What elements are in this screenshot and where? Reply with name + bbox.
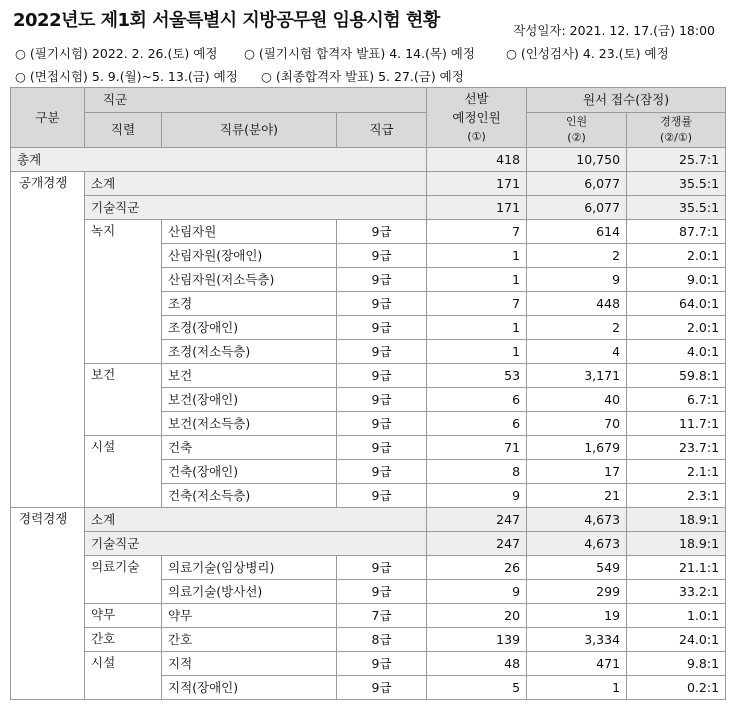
ratio-cell: 2.3:1 bbox=[627, 484, 726, 508]
subtotal-row bbox=[11, 508, 726, 532]
applicants-cell: 3,171 bbox=[527, 364, 627, 388]
ratio-cell: 33.2:1 bbox=[627, 580, 726, 604]
detail-row bbox=[11, 556, 726, 580]
grade-cell: 9급 bbox=[337, 412, 427, 436]
job-series-cell: 보건 bbox=[85, 364, 162, 436]
detail-row bbox=[11, 436, 726, 460]
ratio-cell: 21.1:1 bbox=[627, 556, 726, 580]
planned-cell: 48 bbox=[427, 652, 527, 676]
planned-cell: 53 bbox=[427, 364, 527, 388]
job-kind-cell: 약무 bbox=[162, 604, 337, 628]
ratio-cell: 87.7:1 bbox=[627, 220, 726, 244]
applicants-cell: 2 bbox=[527, 316, 627, 340]
tech-group-row bbox=[11, 196, 726, 220]
grade-cell: 9급 bbox=[337, 244, 427, 268]
planned-cell: 139 bbox=[427, 628, 527, 652]
applicants-cell: 299 bbox=[527, 580, 627, 604]
ratio-cell: 18.9:1 bbox=[627, 532, 726, 556]
applicants-cell: 6,077 bbox=[527, 196, 627, 220]
header-planned-line1: 선발 bbox=[464, 91, 489, 106]
ratio-cell: 9.8:1 bbox=[627, 652, 726, 676]
schedule-personality-test: ○ (인성검사) 4. 23.(토) 예정 bbox=[506, 46, 669, 61]
applicants-cell: 3,334 bbox=[527, 628, 627, 652]
applicants-cell: 10,750 bbox=[527, 148, 627, 172]
detail-row bbox=[11, 604, 726, 628]
header-planned-line2: 예정인원 bbox=[452, 110, 501, 125]
planned-cell: 71 bbox=[427, 436, 527, 460]
grade-cell: 9급 bbox=[337, 652, 427, 676]
planned-cell: 9 bbox=[427, 484, 527, 508]
header-applicants-label: 인원 bbox=[565, 115, 588, 128]
ratio-cell: 2.1:1 bbox=[627, 460, 726, 484]
ratio-cell: 25.7:1 bbox=[627, 148, 726, 172]
job-kind-cell: 건축(저소득층) bbox=[162, 484, 337, 508]
applicants-cell: 21 bbox=[527, 484, 627, 508]
grade-cell: 9급 bbox=[337, 556, 427, 580]
job-kind-cell: 의료기술(임상병리) bbox=[162, 556, 337, 580]
job-kind-cell: 건축 bbox=[162, 436, 337, 460]
grade-cell: 7급 bbox=[337, 604, 427, 628]
header-category: 구분 bbox=[11, 88, 85, 148]
subtotal-label: 소계 bbox=[85, 508, 427, 532]
job-kind-cell: 지적 bbox=[162, 652, 337, 676]
planned-cell: 1 bbox=[427, 340, 527, 364]
grade-cell: 9급 bbox=[337, 268, 427, 292]
header-planned bbox=[427, 88, 527, 148]
schedule-written-exam: ○ (필기시험) 2022. 2. 26.(토) 예정 bbox=[15, 46, 218, 61]
ratio-cell: 1.0:1 bbox=[627, 604, 726, 628]
grade-cell: 9급 bbox=[337, 484, 427, 508]
job-series-cell: 약무 bbox=[85, 604, 162, 628]
job-kind-cell: 의료기술(방사선) bbox=[162, 580, 337, 604]
detail-row bbox=[11, 628, 726, 652]
job-series-cell: 시설 bbox=[85, 652, 162, 700]
applicants-cell: 614 bbox=[527, 220, 627, 244]
tech-group-row bbox=[11, 532, 726, 556]
job-group-label: 기술직군 bbox=[85, 196, 427, 220]
ratio-cell: 23.7:1 bbox=[627, 436, 726, 460]
planned-cell: 9 bbox=[427, 580, 527, 604]
header-ratio-ref: (②/①) bbox=[660, 131, 693, 144]
category-cell: 경력경쟁 bbox=[11, 508, 85, 700]
header-job-series: 직렬 bbox=[85, 113, 162, 148]
applicants-cell: 17 bbox=[527, 460, 627, 484]
header-job-kind: 직류(분야) bbox=[162, 113, 337, 148]
grade-cell: 9급 bbox=[337, 340, 427, 364]
job-series-cell: 의료기술 bbox=[85, 556, 162, 604]
ratio-cell: 11.7:1 bbox=[627, 412, 726, 436]
header-planned-ref: (①) bbox=[467, 130, 486, 143]
schedule-interview: ○ (면접시험) 5. 9.(월)~5. 13.(금) 예정 bbox=[15, 69, 238, 84]
applicants-cell: 9 bbox=[527, 268, 627, 292]
ratio-cell: 2.0:1 bbox=[627, 316, 726, 340]
ratio-cell: 9.0:1 bbox=[627, 268, 726, 292]
ratio-cell: 35.5:1 bbox=[627, 196, 726, 220]
subtotal-row bbox=[11, 172, 726, 196]
total-row bbox=[11, 148, 726, 172]
planned-cell: 1 bbox=[427, 268, 527, 292]
written-date: 작성일자: 2021. 12. 17.(금) 18:00 bbox=[513, 23, 715, 38]
planned-cell: 8 bbox=[427, 460, 527, 484]
applicants-cell: 70 bbox=[527, 412, 627, 436]
job-series-cell: 간호 bbox=[85, 628, 162, 652]
applicants-cell: 4,673 bbox=[527, 532, 627, 556]
header-ratio-label: 경쟁률 bbox=[660, 115, 692, 128]
applicants-cell: 1 bbox=[527, 676, 627, 700]
job-kind-cell: 간호 bbox=[162, 628, 337, 652]
applicants-cell: 4 bbox=[527, 340, 627, 364]
header-applicants-ref: (②) bbox=[567, 131, 586, 144]
applicants-cell: 448 bbox=[527, 292, 627, 316]
job-kind-cell: 보건 bbox=[162, 364, 337, 388]
job-kind-cell: 건축(장애인) bbox=[162, 460, 337, 484]
planned-cell: 5 bbox=[427, 676, 527, 700]
ratio-cell: 6.7:1 bbox=[627, 388, 726, 412]
applicants-cell: 549 bbox=[527, 556, 627, 580]
header-job-group: 직군 bbox=[85, 88, 427, 113]
job-series-cell: 시설 bbox=[85, 436, 162, 508]
planned-cell: 6 bbox=[427, 412, 527, 436]
job-kind-cell: 산림자원 bbox=[162, 220, 337, 244]
grade-cell: 9급 bbox=[337, 388, 427, 412]
header-grade: 직급 bbox=[337, 113, 427, 148]
applicants-cell: 6,077 bbox=[527, 172, 627, 196]
ratio-cell: 0.2:1 bbox=[627, 676, 726, 700]
planned-cell: 418 bbox=[427, 148, 527, 172]
job-group-label: 기술직군 bbox=[85, 532, 427, 556]
job-kind-cell: 조경(저소득층) bbox=[162, 340, 337, 364]
grade-cell: 9급 bbox=[337, 460, 427, 484]
grade-cell: 9급 bbox=[337, 676, 427, 700]
header-applications: 원서 접수(잠정) bbox=[527, 88, 726, 113]
planned-cell: 6 bbox=[427, 388, 527, 412]
applicants-cell: 471 bbox=[527, 652, 627, 676]
planned-cell: 247 bbox=[427, 532, 527, 556]
planned-cell: 247 bbox=[427, 508, 527, 532]
page-title: 2022년도 제1회 서울특별시 지방공무원 임용시험 현황 bbox=[13, 10, 440, 31]
grade-cell: 9급 bbox=[337, 580, 427, 604]
planned-cell: 20 bbox=[427, 604, 527, 628]
grade-cell: 9급 bbox=[337, 220, 427, 244]
table-header bbox=[11, 88, 726, 148]
ratio-cell: 4.0:1 bbox=[627, 340, 726, 364]
table-body bbox=[11, 148, 726, 700]
grade-cell: 9급 bbox=[337, 436, 427, 460]
planned-cell: 7 bbox=[427, 220, 527, 244]
ratio-cell: 64.0:1 bbox=[627, 292, 726, 316]
planned-cell: 1 bbox=[427, 316, 527, 340]
detail-row bbox=[11, 652, 726, 676]
applicants-cell: 2 bbox=[527, 244, 627, 268]
ratio-cell: 59.8:1 bbox=[627, 364, 726, 388]
ratio-cell: 18.9:1 bbox=[627, 508, 726, 532]
applicants-cell: 19 bbox=[527, 604, 627, 628]
subtotal-label: 소계 bbox=[85, 172, 427, 196]
header-ratio bbox=[627, 113, 726, 148]
recruitment-table bbox=[10, 87, 726, 700]
planned-cell: 26 bbox=[427, 556, 527, 580]
schedule-written-result: ○ (필기시험 합격자 발표) 4. 14.(목) 예정 bbox=[244, 46, 475, 61]
total-label: 총계 bbox=[11, 148, 427, 172]
category-cell: 공개경쟁 bbox=[11, 172, 85, 508]
header-applicants bbox=[527, 113, 627, 148]
detail-row bbox=[11, 220, 726, 244]
ratio-cell: 2.0:1 bbox=[627, 244, 726, 268]
grade-cell: 9급 bbox=[337, 364, 427, 388]
applicants-cell: 4,673 bbox=[527, 508, 627, 532]
planned-cell: 7 bbox=[427, 292, 527, 316]
applicants-cell: 40 bbox=[527, 388, 627, 412]
job-kind-cell: 산림자원(장애인) bbox=[162, 244, 337, 268]
job-kind-cell: 보건(저소득층) bbox=[162, 412, 337, 436]
job-kind-cell: 조경(장애인) bbox=[162, 316, 337, 340]
grade-cell: 9급 bbox=[337, 316, 427, 340]
schedule-final-result: ○ (최종합격자 발표) 5. 27.(금) 예정 bbox=[261, 69, 464, 84]
job-kind-cell: 산림자원(저소득층) bbox=[162, 268, 337, 292]
planned-cell: 1 bbox=[427, 244, 527, 268]
planned-cell: 171 bbox=[427, 172, 527, 196]
job-kind-cell: 조경 bbox=[162, 292, 337, 316]
applicants-cell: 1,679 bbox=[527, 436, 627, 460]
planned-cell: 171 bbox=[427, 196, 527, 220]
grade-cell: 9급 bbox=[337, 292, 427, 316]
ratio-cell: 35.5:1 bbox=[627, 172, 726, 196]
detail-row bbox=[11, 364, 726, 388]
job-kind-cell: 보건(장애인) bbox=[162, 388, 337, 412]
grade-cell: 8급 bbox=[337, 628, 427, 652]
job-series-cell: 녹지 bbox=[85, 220, 162, 364]
job-kind-cell: 지적(장애인) bbox=[162, 676, 337, 700]
ratio-cell: 24.0:1 bbox=[627, 628, 726, 652]
